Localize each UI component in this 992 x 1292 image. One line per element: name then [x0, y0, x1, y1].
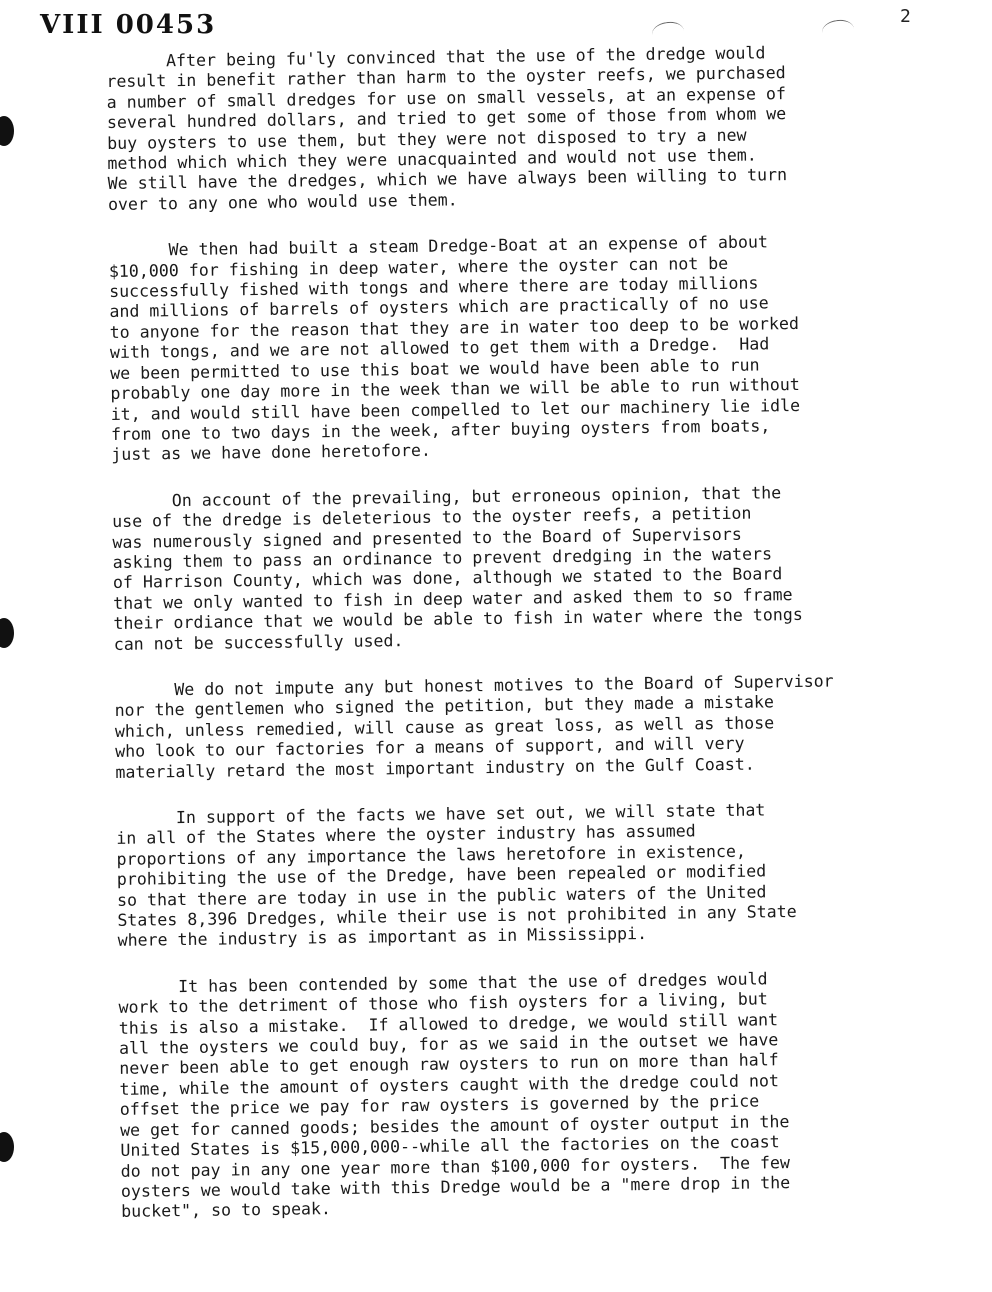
- paragraph: [106, 41, 978, 216]
- text-line: just as we have done heretofore.: [111, 441, 432, 465]
- text-line: so that there are today in use in the public waters of the United: [116, 882, 767, 910]
- text-line: several hundred dollars, and tried to get some of those from whom we: [106, 104, 787, 133]
- text-line: it, and would still have been compelled to let our machinery lie idle: [110, 395, 801, 424]
- text-line: After being fu'ly convinced that the use of the dredge would: [106, 43, 766, 71]
- binder-hole: [0, 618, 14, 648]
- pencil-mark: [821, 18, 856, 43]
- text-line: work to the detriment of those who fish oysters for a living, but: [118, 989, 768, 1018]
- text-line: materially retard the most important industry on the Gulf Coast.: [115, 754, 755, 782]
- text-line: who look to our factories for a means of support, and will very: [115, 733, 745, 762]
- text-line: In support of the facts we have set out, we will state that: [115, 800, 766, 828]
- text-line: We then had built a steam Dredge-Boat at an expense of about: [108, 232, 769, 261]
- text-line: of Harrison County, which was done, although we stated to the Board: [112, 564, 783, 593]
- text-line: over to any one who would use them.: [107, 190, 458, 214]
- text-line: It has been contended by some that the use of dredges would: [118, 969, 768, 997]
- text-line: offset the price we pay for raw oysters is governed by the price: [119, 1091, 760, 1120]
- text-line: We do not impute any but honest motives to the Board of Supervisor: [114, 671, 834, 700]
- text-line: that we only wanted to fish in deep water and asked them to so frame: [113, 584, 793, 613]
- text-line: We still have the dredges, which we have always been willing to turn: [107, 165, 788, 194]
- paragraph: [114, 670, 985, 783]
- text-line: probably one day more in the week than we will be able to run without: [110, 375, 800, 404]
- text-line: we get for canned goods; besides the amount of oyster output in the: [119, 1111, 790, 1140]
- text-line: we been permitted to use this boat we would have been able to run: [110, 355, 760, 383]
- paragraph: [116, 798, 988, 952]
- text-line: all the oysters we could buy, for as we said in the outset we have: [118, 1030, 779, 1058]
- text-line: bucket", so to speak.: [121, 1199, 332, 1222]
- text-line: from one to two days in the week, after buying oysters from boats,: [110, 416, 771, 444]
- text-line: asking them to pass an ordinance to prevent dredging in the waters: [112, 544, 773, 572]
- text-line: do not pay in any one year more than $100,000 for oysters. The few: [120, 1152, 791, 1181]
- binder-hole: [0, 116, 14, 146]
- paragraph: [112, 480, 984, 655]
- paragraph: [118, 966, 991, 1222]
- text-line: where the industry is as important as in Mississippi.: [117, 924, 648, 951]
- document-id: VIII 00453: [40, 10, 217, 40]
- text-line: never been able to get enough raw oysters to run on more than half: [119, 1050, 779, 1079]
- text-line: can not be successfully used.: [113, 630, 404, 654]
- paragraph: [108, 230, 981, 466]
- text-line: which, unless remedied, will cause as great loss, as well as those: [114, 713, 775, 741]
- text-line: successfully fished with tongs and where there are today millions: [109, 273, 759, 302]
- text-line: to anyone for the reason that they are in water too deep to be worked: [109, 313, 800, 342]
- text-line: in all of the States where the oyster industry has assumed: [116, 821, 696, 849]
- pencil-mark: [651, 20, 686, 45]
- text-line: time, while the amount of oysters caught with the dredge could not: [119, 1071, 780, 1099]
- text-line: and millions of barrels of oysters which are practically of no use: [109, 293, 769, 322]
- binder-hole: [0, 1132, 14, 1162]
- text-line: proportions of any importance the laws heretofore in existence,: [116, 841, 747, 869]
- text-line: was numerously signed and presented to the Board of Supervisors: [112, 524, 742, 552]
- text-line: method which which they were unacquainted and would not use them.: [107, 145, 757, 174]
- text-line: prohibiting the use of the Dredge, have been repealed or modified: [116, 861, 767, 890]
- text-line: $10,000 for fishing in deep water, where the oyster can not be: [108, 253, 729, 281]
- page-number: 2: [900, 6, 911, 27]
- typed-letter-body: [106, 41, 992, 1249]
- text-line: nor the gentlemen who signed the petition, but they made a mistake: [114, 692, 775, 721]
- text-line: oysters we would take with this Dredge would be a "mere drop in the: [120, 1173, 791, 1201]
- text-line: result in benefit rather than harm to the oyster reefs, we purchased: [106, 63, 786, 92]
- text-line: United States is $15,000,000--while all the factories on the coast: [120, 1132, 780, 1160]
- text-line: States 8,396 Dredges, while their use is not prohibited in any State: [117, 902, 797, 930]
- text-line: this is also a mistake. If allowed to dredge, we would still want: [118, 1009, 779, 1038]
- text-line: On account of the prevailing, but erroneous opinion, that the: [111, 482, 782, 511]
- text-line: a number of small dredges for use on small vessels, at an expense of: [106, 83, 787, 112]
- text-line: use of the dredge is deleterious to the oyster reefs, a petition: [112, 503, 752, 532]
- text-line: buy oysters to use them, but they were not disposed to try a new: [107, 125, 747, 153]
- text-line: with tongs, and we are not allowed to get them with a Dredge. Had: [109, 334, 770, 363]
- text-line: their ordiance that we would be able to fish in water where the tongs: [113, 605, 803, 634]
